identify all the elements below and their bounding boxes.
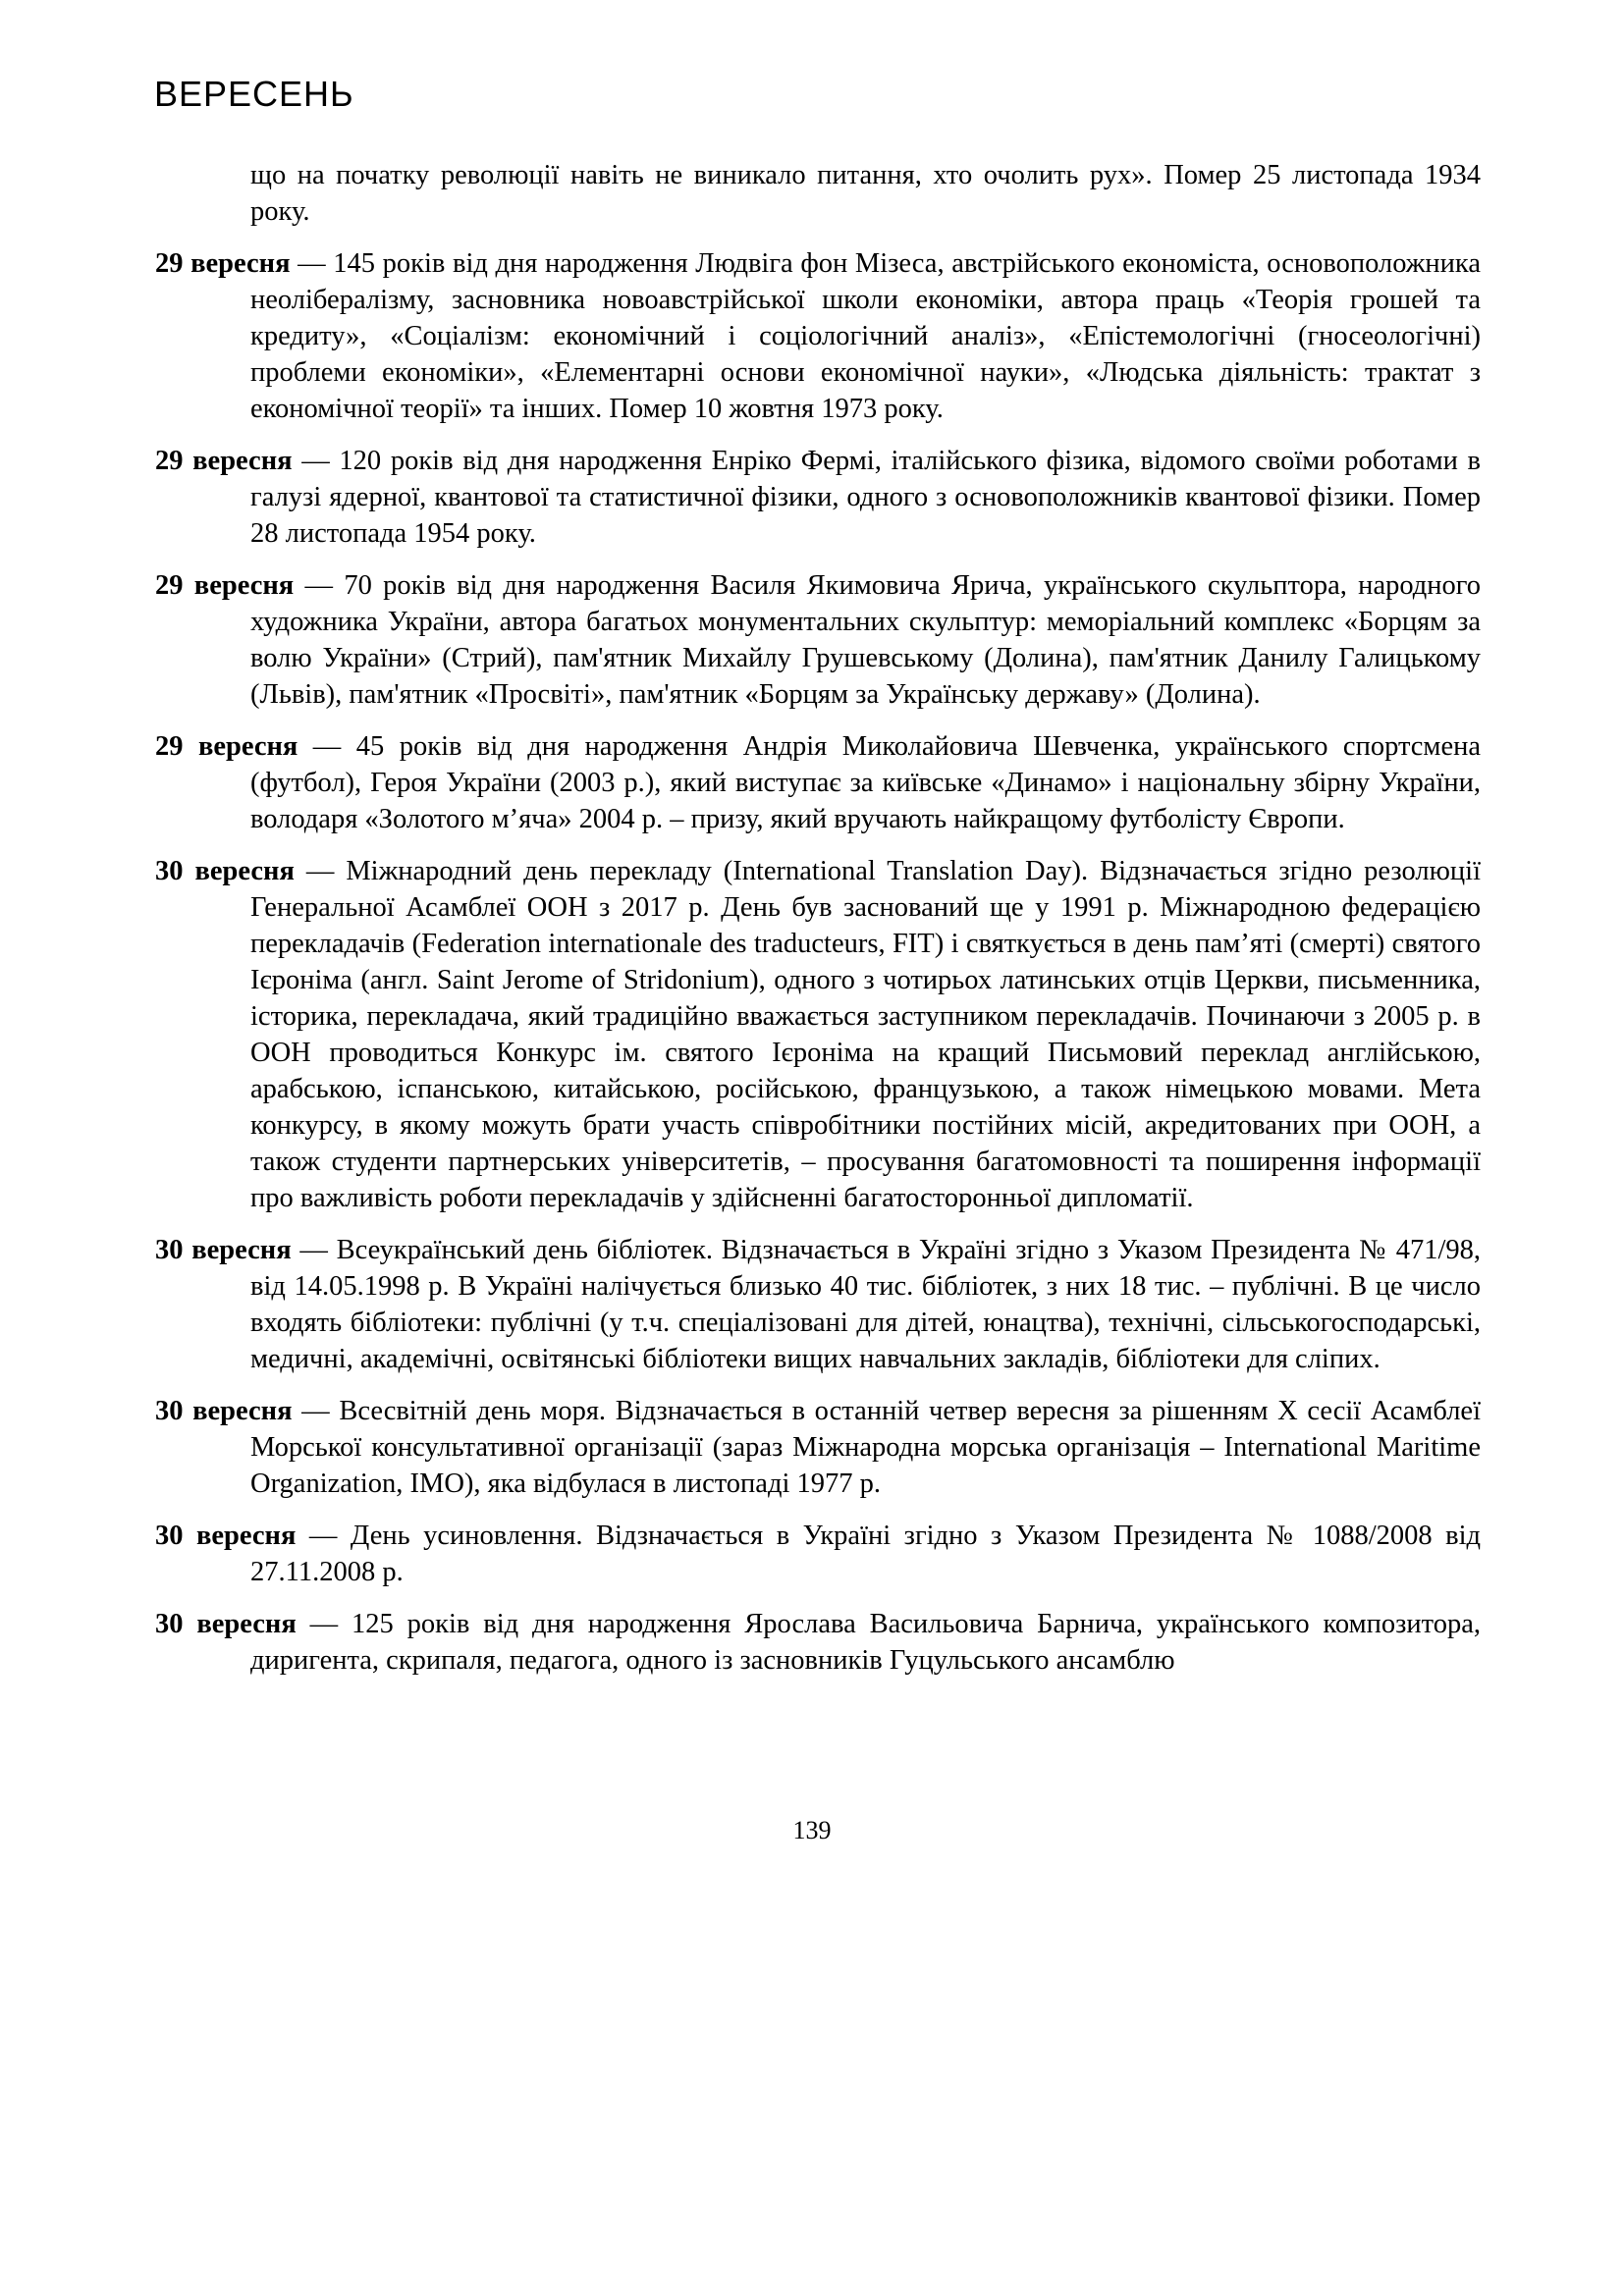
entry-mises xyxy=(155,245,1481,427)
entry-date: 30 вересня xyxy=(155,856,295,886)
entry-barnych xyxy=(155,1606,1481,1679)
entry-text: 45 років від дня народження Андрія Миколайовича Шевченка, українського спортсмена (футбол), Героя України (2003 р.), який виступає за київське «Динамо» і національну збірну України, володаря «Золотого м’яча» 2004 р. – призу, який вручають найкращому футболісту Європи. xyxy=(250,731,1481,834)
entry-dash: — xyxy=(294,570,345,601)
page-content xyxy=(155,157,1481,1694)
entry-continuation xyxy=(155,157,1481,230)
entry-text: Міжнародний день перекладу (International Translation Day). Відзначається згідно резолюції Генеральної Асамблеї ООН з 2017 р. День був заснований ще у 1991 р. Міжнародною федерацією перекладачів (Federation internationale des traducteurs, FIT) і святкується в день пам’яті (смерті) святого Ієроніма (англ. Saint Jerome of Stridonium), одного з чотирьох латинських отців Церкви, письменника, історика, перекладача, який традиційно вважається заступником перекладачів. Починаючи з 2005 р. в ООН проводиться Конкурс ім. святого Ієроніма на кращий Письмовий переклад англійською, арабською, іспанською, китайською, російською, французькою, а також німецькою мовами. Мета конкурсу, в якому можуть брати участь співробітники постійних місій, акредитованих при ООН, а також студенти партнерських університетів, – просування багатомовності та поширення інформації про важливість роботи перекладачів у здійсненні багатосторонньої дипломатії. xyxy=(250,856,1481,1213)
entry-dash: — xyxy=(292,1396,340,1426)
entry-fermi xyxy=(155,443,1481,552)
entry-text: 145 років від дня народження Людвіга фон Мізеса, австрійського економіста, основоположника неолібералізму, засновника новоавстрійської школи економіки, автора праць «Теорія грошей та кредиту», «Соціалізм: економічний і соціологічний аналіз», «Епістемологічні (гносеологічні) проблеми економіки», «Елементарні основи економічної науки», «Людська діяльність: трактат з економічної теорії» та інших. Помер 10 жовтня 1973 року. xyxy=(250,248,1482,424)
entry-dash: — xyxy=(298,731,356,762)
entry-library-day xyxy=(155,1232,1481,1377)
entry-yarych xyxy=(155,567,1481,713)
entry-dash: — xyxy=(292,446,340,476)
entry-text: 70 років від дня народження Василя Якимовича Ярича, українського скульптора, народного художника України, автора багатьох монументальних скульптур: меморіальний комплекс «Борцям за волю України» (Стрий), пам'ятник Михайлу Грушевському (Долина), пам'ятник Данилу Галицькому (Львів), пам'ятник «Просвіті», пам'ятник «Борцям за Українську державу» (Долина). xyxy=(250,570,1481,710)
entry-text: Всеукраїнський день бібліотек. Відзначається в Україні згідно з Указом Президента № 471/98, від 14.05.1998 р. В Україні налічується близько 40 тис. бібліотек, з них 18 тис. – публічні. В це число входять бібліотеки: публічні (у т.ч. спеціалізовані для дітей, юнацтва), технічні, сільськогосподарські, медичні, академічні, освітянські бібліотеки вищих навчальних закладів, бібліотеки для сліпих. xyxy=(250,1235,1481,1374)
entry-adoption-day xyxy=(155,1518,1481,1590)
page-number: 139 xyxy=(792,1816,832,1844)
entry-date: 30 вересня xyxy=(155,1521,297,1551)
entry-dash: — xyxy=(291,1235,337,1265)
entry-shevchenko xyxy=(155,728,1481,837)
entry-text: День усиновлення. Відзначається в Україні згідно з Указом Президента № 1088/2008 від 27.11.2008 р. xyxy=(250,1521,1481,1587)
entry-date: 30 вересня xyxy=(155,1396,293,1426)
entry-date: 30 вересня xyxy=(155,1235,292,1265)
entry-text: що на початку революції навіть не виникало питання, хто очолить рух». Помер 25 листопада 1934 року. xyxy=(250,160,1481,227)
entry-date: 29 вересня xyxy=(155,570,295,601)
entry-dash: — xyxy=(294,856,347,886)
page-header-title: ВЕРЕСЕНЬ xyxy=(154,74,354,114)
entry-text: Всесвітній день моря. Відзначається в останній четвер вересня за рішенням X сесії Асамблеї Морської консультативної організації (зараз Міжнародна морська організація – International Maritime Organization, IMO), яка відбулася в листопаді 1977 р. xyxy=(250,1396,1481,1499)
entry-dash: — xyxy=(296,1609,352,1639)
entry-date: 29 вересня xyxy=(155,731,298,762)
entry-dash: — xyxy=(296,1521,351,1551)
entry-date: 29 вересня xyxy=(155,446,293,476)
entry-sea-day xyxy=(155,1393,1481,1502)
entry-translation-day xyxy=(155,853,1481,1216)
entry-text: 125 років від дня народження Ярослава Васильовича Барнича, українського композитора, диригента, скрипаля, педагога, одного із засновників Гуцульського ансамблю xyxy=(250,1609,1482,1676)
entry-date: 30 вересня xyxy=(155,1609,297,1639)
entry-date: 29 вересня xyxy=(155,248,291,279)
entry-dash: — xyxy=(290,248,334,279)
entry-text: 120 років від дня народження Енріко Фермі, італійського фізика, відомого своїми роботами в галузі ядерної, квантової та статистичної фізики, одного з основоположників квантової фізики. Помер 28 листопада 1954 року. xyxy=(250,446,1481,549)
